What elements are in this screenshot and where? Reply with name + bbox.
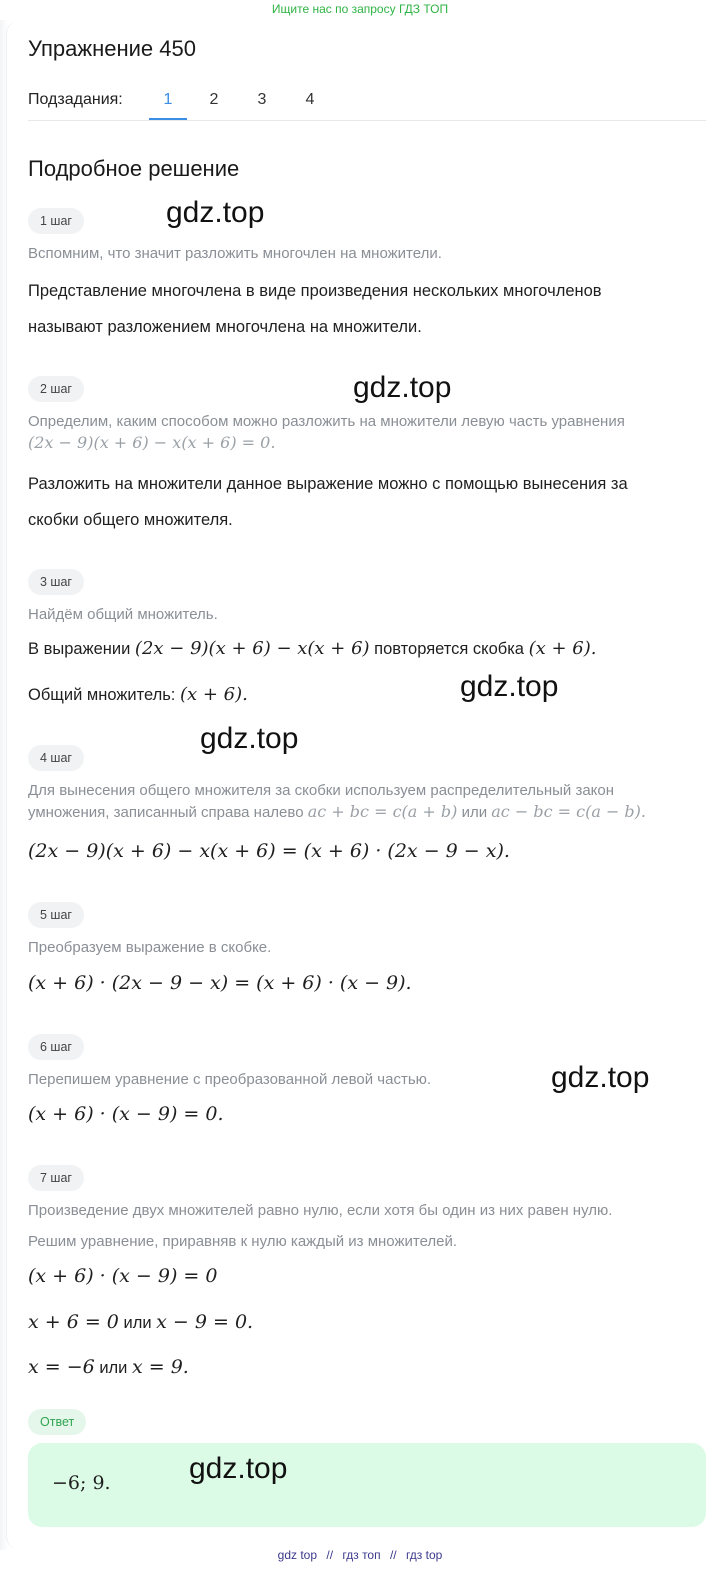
tab-subtask-2[interactable]: 2 xyxy=(209,91,219,108)
page-title: Упражнение 450 xyxy=(28,36,196,61)
step-6-formula: (x + 6) · (x − 9) = 0. xyxy=(28,1103,224,1125)
footer-links xyxy=(0,1548,720,1562)
step-4-badge: 4 шаг xyxy=(28,745,84,771)
footer-link-2[interactable]: гдз топ xyxy=(342,1548,381,1562)
step-2-hint: Определим, каким способом можно разложить на множители левую часть уравнения xyxy=(28,413,625,430)
footer-separator: // xyxy=(326,1548,334,1562)
step-7-badge: 7 шаг xyxy=(28,1165,84,1191)
step-2-text-line1: Разложить на множители данное выражение можно с помощью вынесения за xyxy=(28,475,628,493)
step-7-formula-2: x + 6 = 0 или x − 9 = 0. xyxy=(28,1311,254,1333)
top-banner[interactable]: Ищите нас по запросу ГДЗ ТОП xyxy=(271,2,449,16)
step-4-hint-line2: умножения, записанный справа налево ac + bc = c(a + b) или ac − bc = c(a − b). xyxy=(28,802,646,821)
watermark: gdz.top xyxy=(189,1452,288,1485)
step-1-text-line1: Представление многочлена в виде произведения нескольких многочленов xyxy=(28,282,602,300)
footer-separator: // xyxy=(389,1548,397,1562)
step-7-formula-3: x = −6 или x = 9. xyxy=(28,1356,189,1378)
step-2-text-line2: скобки общего множителя. xyxy=(28,511,233,529)
step-7-hint-line1: Произведение двух множителей равно нулю, если хотя бы один из них равен нулю. xyxy=(28,1202,613,1219)
answer-value: −6; 9. xyxy=(52,1472,111,1494)
tab-subtask-1[interactable]: 1 xyxy=(163,91,173,108)
step-1-hint: Вспомним, что значит разложить многочлен на множители. xyxy=(28,245,442,262)
step-3-common-factor: Общий множитель: (x + 6). xyxy=(28,684,248,705)
step-3-badge: 3 шаг xyxy=(28,569,84,595)
footer-link-1[interactable]: gdz top xyxy=(277,1548,318,1562)
step-3-hint: Найдём общий множитель. xyxy=(28,606,218,623)
watermark: gdz.top xyxy=(353,371,452,404)
tabs-divider xyxy=(28,120,706,121)
step-6-badge: 6 шаг xyxy=(28,1034,84,1060)
watermark: gdz.top xyxy=(166,196,265,229)
step-4-formula: (2x − 9)(x + 6) − x(x + 6) = (x + 6) · (2x − 9 − x). xyxy=(28,840,510,862)
tab-subtask-4[interactable]: 4 xyxy=(305,91,315,108)
tab-subtask-3[interactable]: 3 xyxy=(257,91,267,108)
answer-box xyxy=(28,1443,706,1527)
step-5-badge: 5 шаг xyxy=(28,902,84,928)
step-1-text-line2: называют разложением многочлена на множители. xyxy=(28,318,422,336)
step-2-hint-formula: (2x − 9)(x + 6) − x(x + 6) = 0. xyxy=(28,433,276,452)
section-title: Подробное решение xyxy=(28,156,240,181)
footer-link-3[interactable]: гдз top xyxy=(405,1548,443,1562)
step-5-formula: (x + 6) · (2x − 9 − x) = (x + 6) · (x − 9). xyxy=(28,972,412,994)
step-7-hint-line2: Решим уравнение, приравняв к нулю каждый из множителей. xyxy=(28,1233,458,1250)
step-4-hint-line1: Для вынесения общего множителя за скобки используем распределительный закон xyxy=(28,782,615,799)
step-5-hint: Преобразуем выражение в скобке. xyxy=(28,939,272,956)
watermark: gdz.top xyxy=(551,1061,650,1094)
subtasks-label: Подзадания: xyxy=(28,91,123,108)
watermark: gdz.top xyxy=(460,670,559,703)
answer-badge: Ответ xyxy=(28,1409,86,1435)
watermark: gdz.top xyxy=(200,722,299,755)
step-6-hint: Перепишем уравнение с преобразованной левой частью. xyxy=(28,1071,432,1088)
step-3-text: В выражении (2x − 9)(x + 6) − x(x + 6) повторяется скобка (x + 6). xyxy=(28,638,597,659)
step-1-badge: 1 шаг xyxy=(28,208,84,234)
step-2-badge: 2 шаг xyxy=(28,376,84,402)
step-7-formula-1: (x + 6) · (x − 9) = 0 xyxy=(28,1265,218,1287)
